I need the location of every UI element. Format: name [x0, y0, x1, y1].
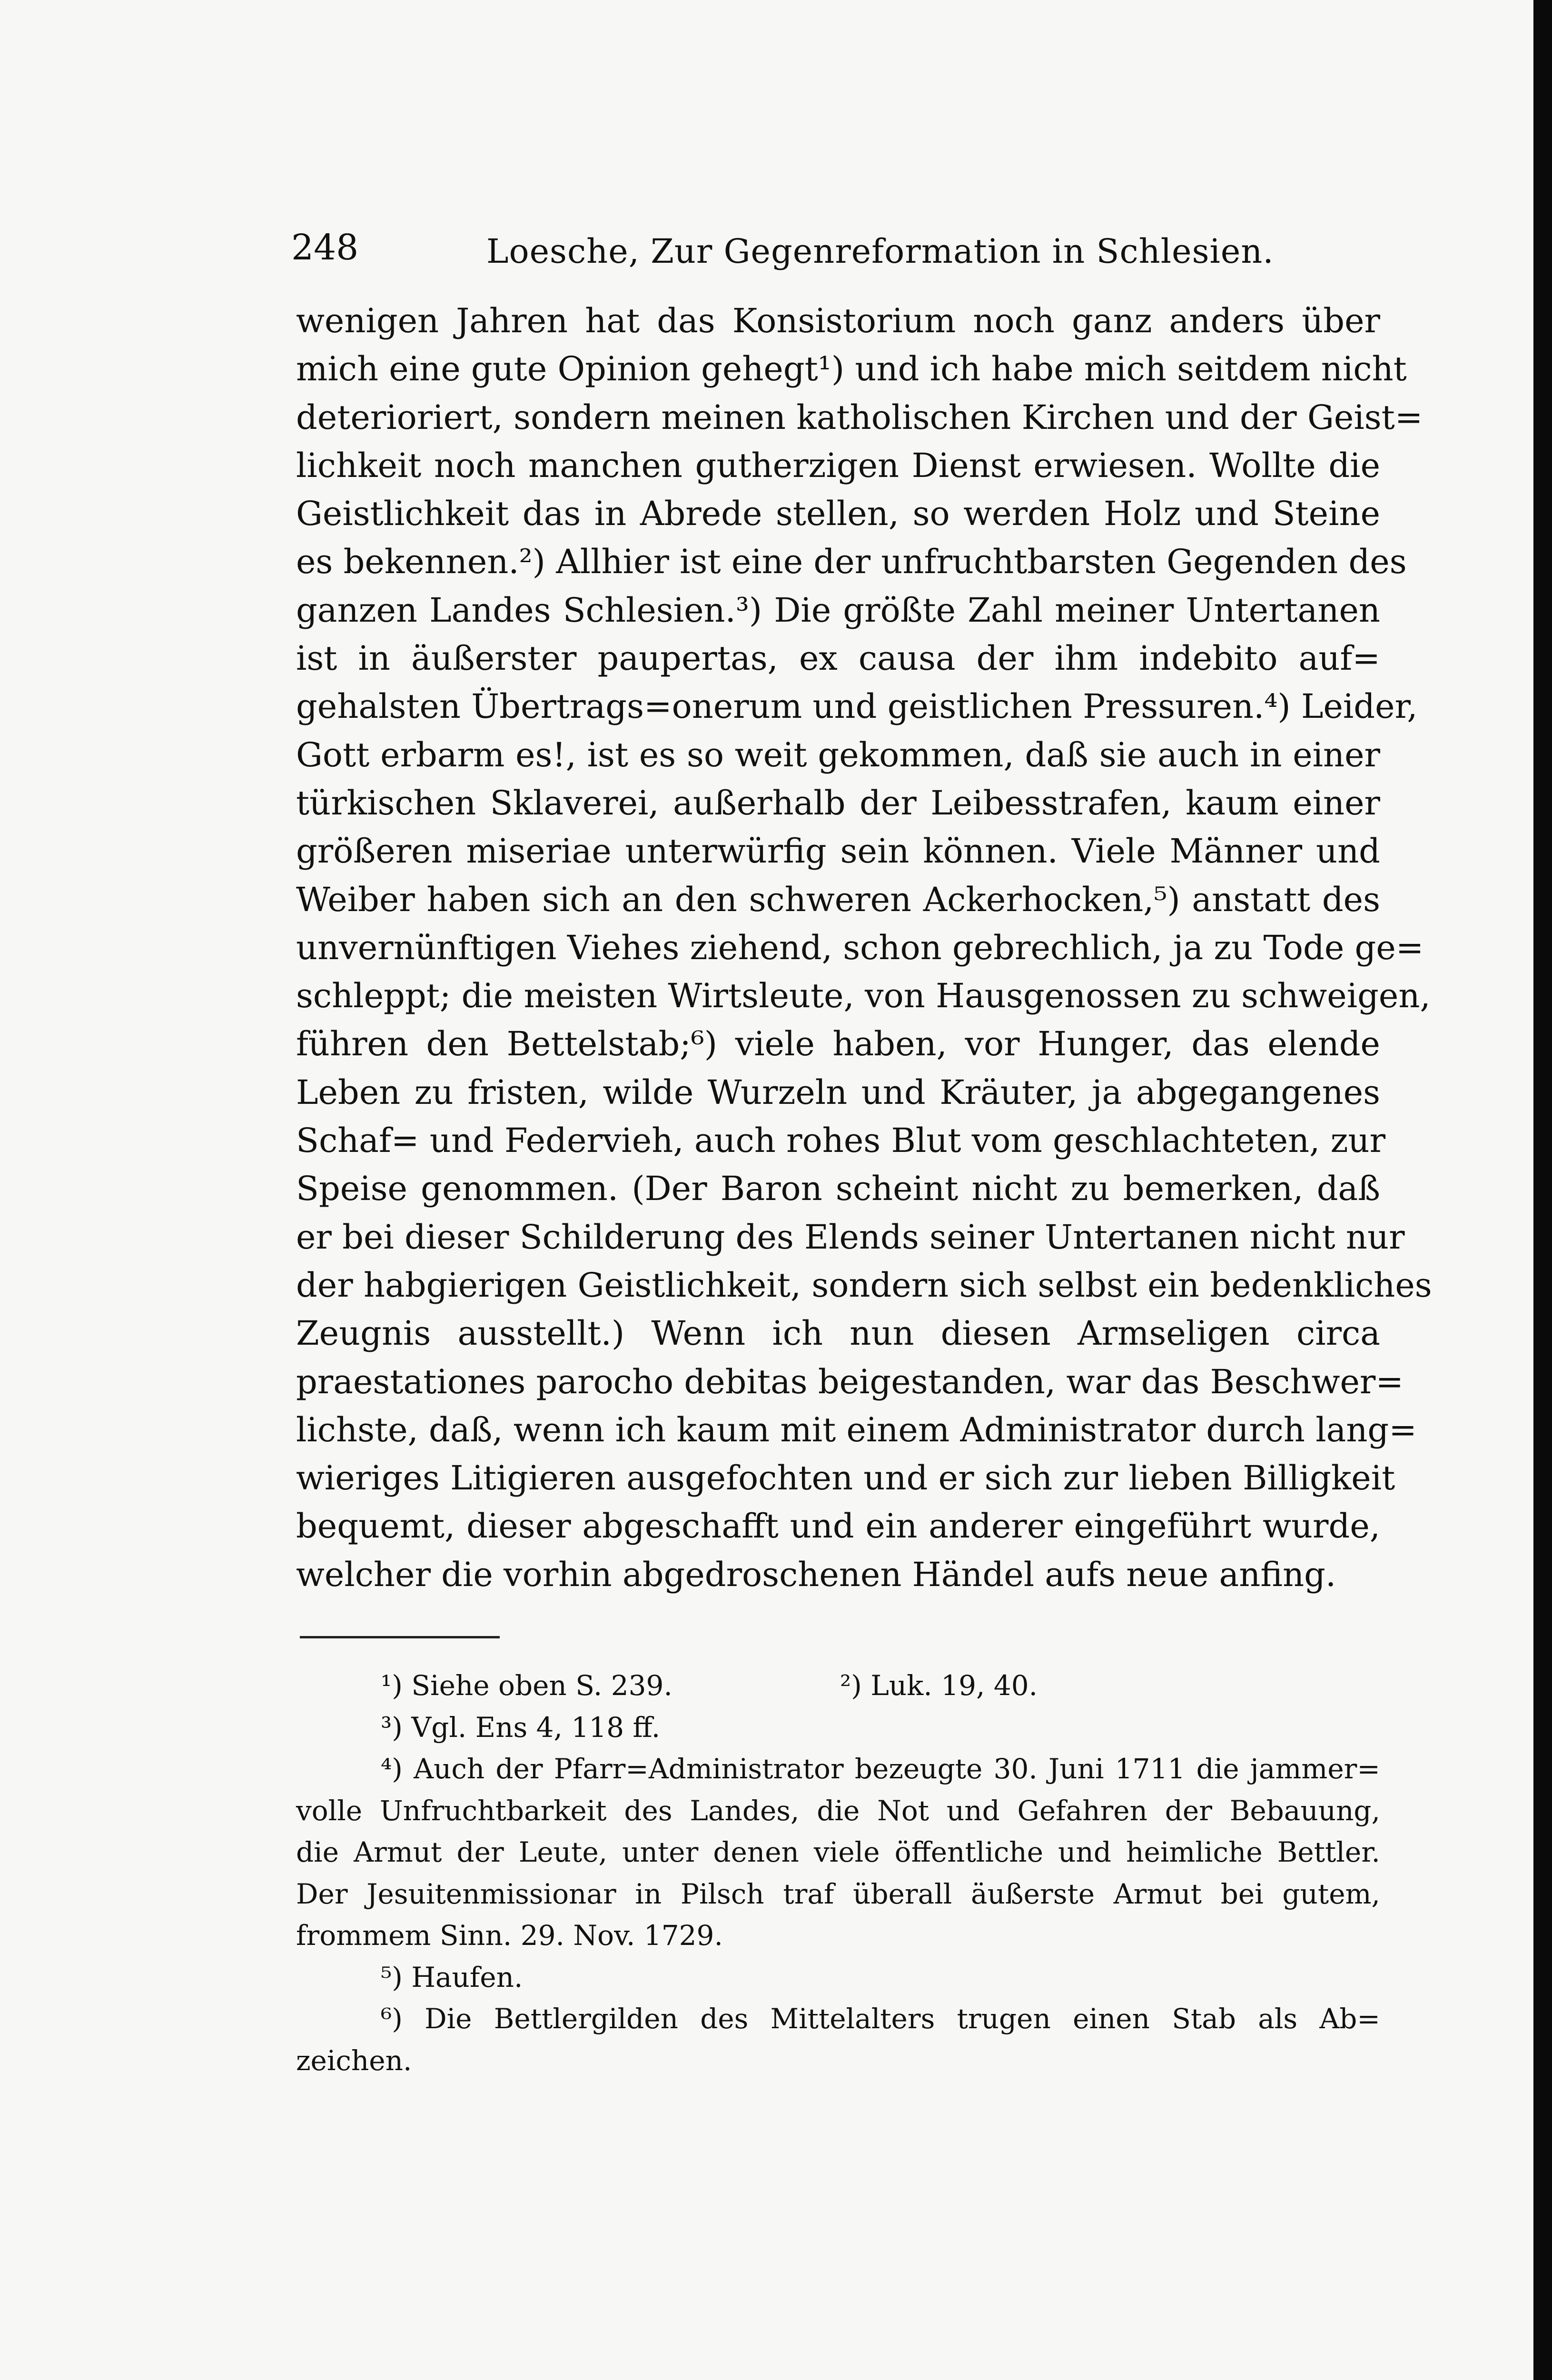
body-line: ist in äußerster paupertas, ex causa der ihm indebito auf= — [296, 639, 1380, 678]
body-line: lichste, daß, wenn ich kaum mit einem Administrator durch lang= — [296, 1410, 1417, 1449]
body-line: wenigen Jahren hat das Konsistorium noch ganz anders über — [296, 301, 1380, 340]
footnote-1: ¹) Siehe oben S. 239. — [381, 1669, 672, 1702]
body-line: ganzen Landes Schlesien.³) Die größte Zahl meiner Untertanen — [296, 590, 1380, 630]
page-header — [291, 224, 1386, 276]
body-line: welcher die vorhin abgedroschenen Händel aufs neue anfing. — [296, 1555, 1336, 1594]
body-line: Zeugnis ausstellt.) Wenn ich nun diesen Armseligen circa — [296, 1314, 1380, 1353]
body-line: der habgierigen Geistlichkeit, sondern sich selbst ein bedenkliches — [296, 1265, 1432, 1305]
footnote-4-line: volle Unfruchtbarkeit des Landes, die Not und Gefahren der Bebauung, — [296, 1794, 1380, 1827]
footnote-5: ⁵) Haufen. — [381, 1961, 523, 1993]
footnote-4-line: Der Jesuitenmissionar in Pilsch traf überall äußerste Armut bei gutem, — [296, 1877, 1380, 1910]
body-line: lichkeit noch manchen gutherzigen Dienst erwiesen. Wollte die — [296, 446, 1380, 485]
body-line: deterioriert, sondern meinen katholischen Kirchen und der Geist= — [296, 397, 1423, 437]
page-number: 248 — [291, 227, 359, 268]
footnote-row — [296, 1665, 1380, 1707]
footnotes — [296, 1665, 1380, 2082]
body-line: Schaf= und Federvieh, auch rohes Blut vom geschlachteten, zur — [296, 1121, 1386, 1160]
body-line: schleppt; die meisten Wirtsleute, von Hausgenossen zu schweigen, — [296, 976, 1431, 1016]
body-line: er bei dieser Schilderung des Elends seiner Untertanen nicht nur — [296, 1217, 1405, 1257]
footnote-6-line: ⁶) Die Bettlergilden des Mittelalters trugen einen Stab als Ab= — [381, 2003, 1380, 2035]
body-line: türkischen Sklaverei, außerhalb der Leibesstrafen, kaum einer — [296, 783, 1380, 823]
running-head: Loesche, Zur Gegenreformation in Schlesien. — [486, 232, 1274, 271]
footnote-4-line: frommem Sinn. 29. Nov. 1729. — [296, 1919, 723, 1952]
body-line: gehalsten Übertrags=onerum und geistlichen Pressuren.⁴) Leider, — [296, 687, 1418, 726]
body-line: führen den Bettelstab;⁶) viele haben, vor Hunger, das elende — [296, 1024, 1380, 1064]
body-line: Speise genommen. (Der Baron scheint nicht zu bemerken, daß — [296, 1169, 1380, 1209]
footnote-2: ²) Luk. 19, 40. — [840, 1669, 1038, 1702]
footnote-rule — [300, 1636, 500, 1638]
footnote-4-line: die Armut der Leute, unter denen viele öffentliche und heimliche Bettler. — [296, 1836, 1380, 1868]
footnote-6-line: zeichen. — [296, 2044, 412, 2077]
body-line: unvernünftigen Viehes ziehend, schon gebrechlich, ja zu Tode ge= — [296, 928, 1424, 967]
body-line: Gott erbarm es!, ist es so weit gekommen, daß sie auch in einer — [296, 735, 1380, 774]
body-line: Geistlichkeit das in Abrede stellen, so werden Holz und Steine — [296, 494, 1380, 534]
scan-edge — [1533, 0, 1552, 2380]
body-line: wieriges Litigieren ausgefochten und er sich zur lieben Billigkeit — [296, 1458, 1395, 1498]
body-line: größeren miseriae unterwürfig sein können. Viele Männer und — [296, 832, 1380, 871]
body-line: bequemt, dieser abgeschafft und ein anderer eingeführt wurde, — [296, 1507, 1380, 1546]
body-line: mich eine gute Opinion gehegt¹) und ich habe mich seitdem nicht — [296, 349, 1407, 389]
body-line: praestationes parocho debitas beigestanden, war das Beschwer= — [296, 1362, 1404, 1401]
footnote-3: ³) Vgl. Ens 4, 118 ff. — [381, 1711, 661, 1744]
body-line: es bekennen.²) Allhier ist eine der unfruchtbarsten Gegenden des — [296, 542, 1407, 582]
body-line: Leben zu fristen, wilde Wurzeln und Kräuter, ja abgegangenes — [296, 1072, 1380, 1112]
footnote-4-line: ⁴) Auch der Pfarr=Administrator bezeugte 30. Juni 1711 die jammer= — [381, 1753, 1380, 1785]
body-line: Weiber haben sich an den schweren Ackerhocken,⁵) anstatt des — [296, 880, 1380, 919]
body-text — [296, 297, 1432, 1599]
